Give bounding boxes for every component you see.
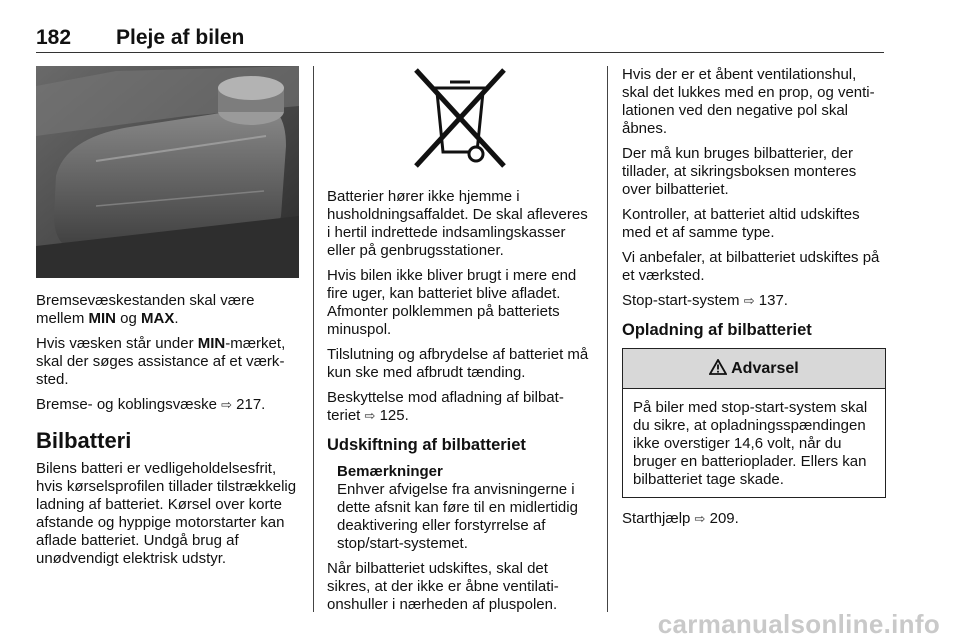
reference-jump-start[interactable]: Starthjælp ⇨ 209.: [622, 510, 739, 527]
warning-triangle-icon: [709, 359, 727, 375]
note-title: Bemærkninger: [337, 463, 443, 480]
min-mark: MIN: [88, 310, 117, 327]
paragraph-allowed-batteries: Der må kun bruges bilbatterier, der tillader, at sikringsboksen monteres over bilbatteriet.: [622, 145, 857, 198]
paragraph-battery-maintenance: Bilens batteri er vedligeholdelsesfrit, hvis kørselsprofilen tillader tilstrækkelig ladning af batteriet. Kørsel over korte afstande og hyppige motorstarter kan aflade batteriet. Undgå brug af unødvendigt elektrisk udstyr.: [36, 460, 297, 567]
reference-discharge-protection[interactable]: Beskyttelse mod afladning af bilbatteriet ⇨ 125.: [327, 389, 564, 424]
column-3: [622, 66, 886, 535]
page-title: Pleje af bilen: [116, 26, 245, 49]
paragraph-same-type: Kontroller, at batteriet altid udskiftes med et af samme type.: [622, 206, 860, 241]
column-2: [327, 66, 592, 621]
page-ref-icon: ⇨: [743, 293, 755, 308]
warning-header: [623, 349, 885, 389]
paragraph-open-vent-hole: Hvis der er et åbent ventilationshul, skal det lukkes med en prop, og ventilationen ved den negative pol skal åbnes.: [622, 66, 875, 137]
page-ref-icon: ⇨: [221, 397, 232, 412]
section-heading-bilbatteri: Bilbatteri: [36, 428, 132, 453]
page-ref-icon: ⇨: [364, 408, 376, 423]
note-body: Enhver afvigelse fra anvisningerne i dette afsnit kan føre til en midlertidig deaktivering eller forstyrrelse af stop/start-systemet.: [337, 481, 578, 552]
column-divider: [607, 66, 608, 612]
brake-fluid-reservoir-photo: [36, 66, 299, 278]
warning-box: [622, 348, 886, 498]
column-1: [36, 66, 301, 575]
paragraph-connect-disconnect: Tilslutning og afbrydelse af batteriet må kun ske med afbrudt tænding.: [327, 346, 589, 381]
min-mark: MIN: [197, 335, 226, 352]
reference-brake-clutch-fluid[interactable]: Bremse- og koblingsvæske ⇨ 217.: [36, 396, 266, 413]
paragraph-ventilation-holes: Når bilbatteriet udskiftes, skal det sikres, at der ikke er åbne ventilationshuller i nærheden af pluspolen.: [327, 560, 559, 613]
section-heading-charging: Opladning af bilbatteriet: [622, 321, 812, 339]
warning-title: Advarsel: [731, 360, 799, 377]
watermark: carmanualsonline.info: [657, 609, 940, 639]
note-box: [327, 463, 592, 553]
paragraph-below-min: Hvis væsken står under MIN-mærket, skal der søges assistance af et værksted.: [36, 335, 286, 388]
crossed-out-wheelie-bin-icon: [410, 66, 510, 172]
paragraph-battery-discharge: Hvis bilen ikke bliver brugt i mere end fire uger, kan batteriet blive afladet. Afmonter polklemmen på batteriets minuspol.: [327, 267, 577, 338]
paragraph-workshop: Vi anbefaler, at bilbatteriet udskiftes på et værksted.: [622, 249, 880, 284]
paragraph-battery-disposal: Batterier hører ikke hjemme i husholdningsaffaldet. De skal afleveres i hertil indrettede indsamlingskasser eller på genbrugsstationer.: [327, 188, 588, 259]
warning-body: På biler med stop-start-system skal du sikre, at opladningsspændingen ikke overstiger 14,6 volt, når du bruger en batterioplader. Ellers kan bilbatteriet tage skade.: [633, 399, 868, 488]
page-number: 182: [36, 26, 72, 49]
paragraph-brake-fluid-level: Bremsevæskestanden skal være mellem MIN og MAX.: [36, 292, 255, 327]
section-heading-replacement: Udskiftning af bilbatteriet: [327, 436, 526, 454]
page-ref-icon: ⇨: [694, 511, 706, 526]
column-divider: [313, 66, 314, 612]
page-header: [36, 22, 884, 53]
max-mark: MAX: [141, 310, 175, 327]
reference-stop-start[interactable]: Stop-start-system ⇨ 137.: [622, 292, 788, 309]
